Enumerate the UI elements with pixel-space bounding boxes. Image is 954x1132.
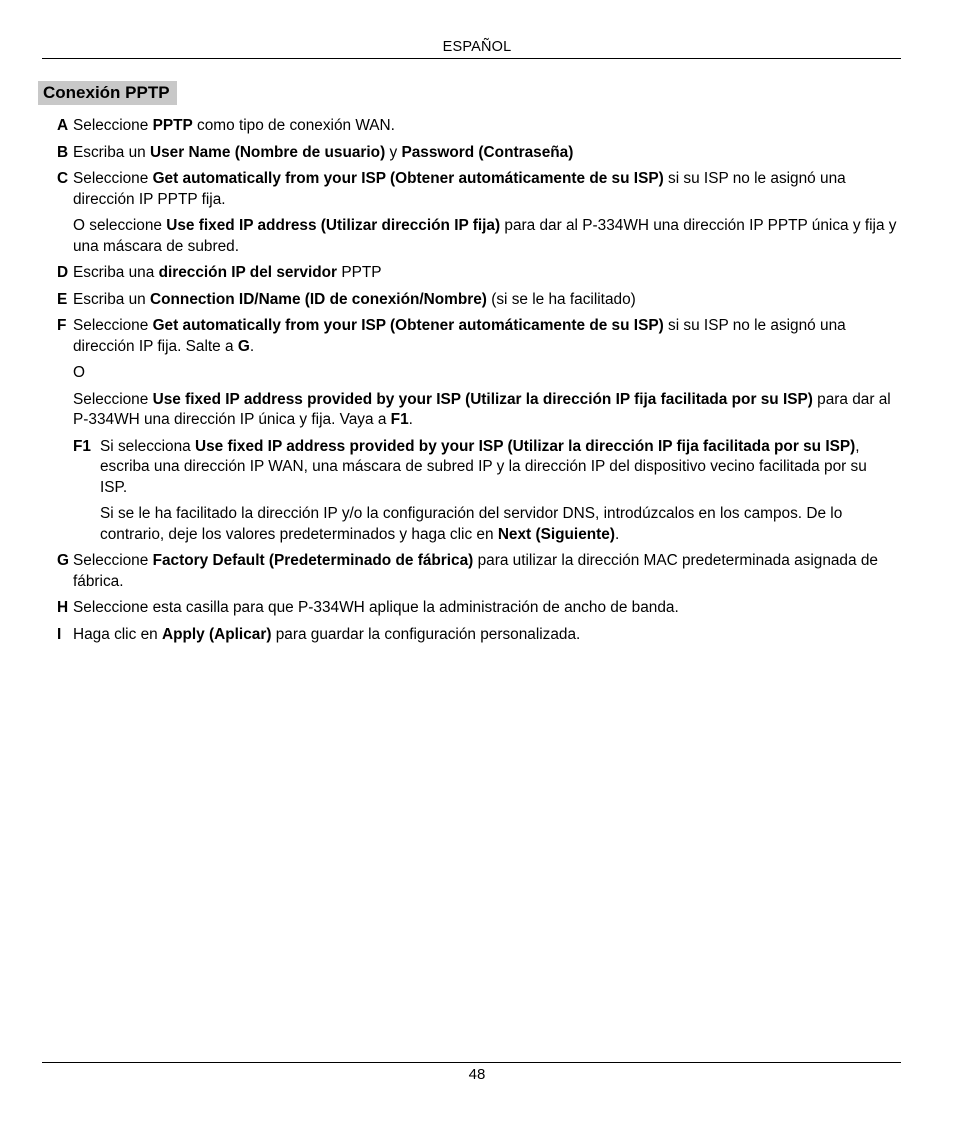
- step-b: B Escriba un User Name (Nombre de usuario) y Password (Contraseña): [57, 143, 897, 164]
- step-c: C Seleccione Get automatically from your ISP (Obtener automáticamente de su ISP) si su ISP no le asignó una dirección IP PPTP fija. O seleccione Use fixed IP address (Utilizar dirección IP fija) para dar al P-334WH una dirección IP PPTP única y fija y una máscara de subred.: [57, 170, 897, 255]
- step-letter: I: [57, 625, 62, 643]
- section-title: Conexión PPTP: [38, 81, 177, 105]
- step-f1: F1 Si selecciona Use fixed IP address provided by your ISP (Utilizar la dirección IP fija facilitada por su ISP), escriba una dirección IP WAN, una máscara de subred IP y la dirección IP del dispositivo vecino facilitada por su ISP. Si se le ha facilitado la dirección IP y/o la configuración del servidor DNS, introdúzcalos en los campos. De lo contrario, deje los valores predeterminados y haga clic en Next (Siguiente).: [73, 437, 867, 543]
- page-number: 48: [468, 1066, 486, 1083]
- step-letter: C: [57, 170, 69, 187]
- instructions-list: [57, 116, 897, 651]
- header-rule: [42, 58, 901, 59]
- page-header-language: ESPAÑOL: [442, 39, 512, 55]
- step-letter: G: [57, 552, 69, 569]
- step-i: I Haga clic en Apply (Aplicar) para guardar la configuración personalizada.: [57, 625, 897, 646]
- step-letter: H: [57, 599, 69, 616]
- step-a: A Seleccione PPTP como tipo de conexión WAN.: [57, 116, 897, 137]
- substep-letter: F1: [73, 437, 91, 455]
- step-letter: E: [57, 290, 68, 308]
- step-letter: F: [57, 317, 67, 334]
- footer-rule: [42, 1062, 901, 1063]
- step-h: H Seleccione esta casilla para que P-334WH aplique la administración de ancho de banda.: [57, 598, 897, 619]
- step-e: E Escriba un Connection ID/Name (ID de conexión/Nombre) (si se le ha facilitado): [57, 290, 897, 311]
- or-text: O: [73, 364, 85, 381]
- step-letter: A: [57, 117, 69, 134]
- step-g: G Seleccione Factory Default (Predeterminado de fábrica) para utilizar la dirección MAC predeterminada asignada de fábrica.: [57, 552, 878, 590]
- step-f: F Seleccione Get automatically from your ISP (Obtener automáticamente de su ISP) si su ISP no le asignó una dirección IP fija. Salte a G. O Seleccione Use fixed IP address provided by your ISP (Utilizar la dirección IP fija facilitada por su ISP) para dar al P-334WH una dirección IP única y fija. Vaya a F1. F1 Si selecciona Use fixed IP address provided by your ISP (Utilizar la dirección IP fija facilitada por su ISP), escriba una dirección IP WAN, una máscara de subred IP y la dirección IP del dispositivo vecino facilitada por su ISP. Si se le ha facilitado la dirección IP y/o la configuración del servidor DNS, introdúzcalos en los campos. De lo contrario, deje los valores predeterminados y haga clic en Next (Siguiente).: [57, 316, 897, 545]
- step-d: D Escriba una dirección IP del servidor PPTP: [57, 263, 897, 284]
- step-letter: D: [57, 264, 69, 281]
- step-letter: B: [57, 143, 69, 161]
